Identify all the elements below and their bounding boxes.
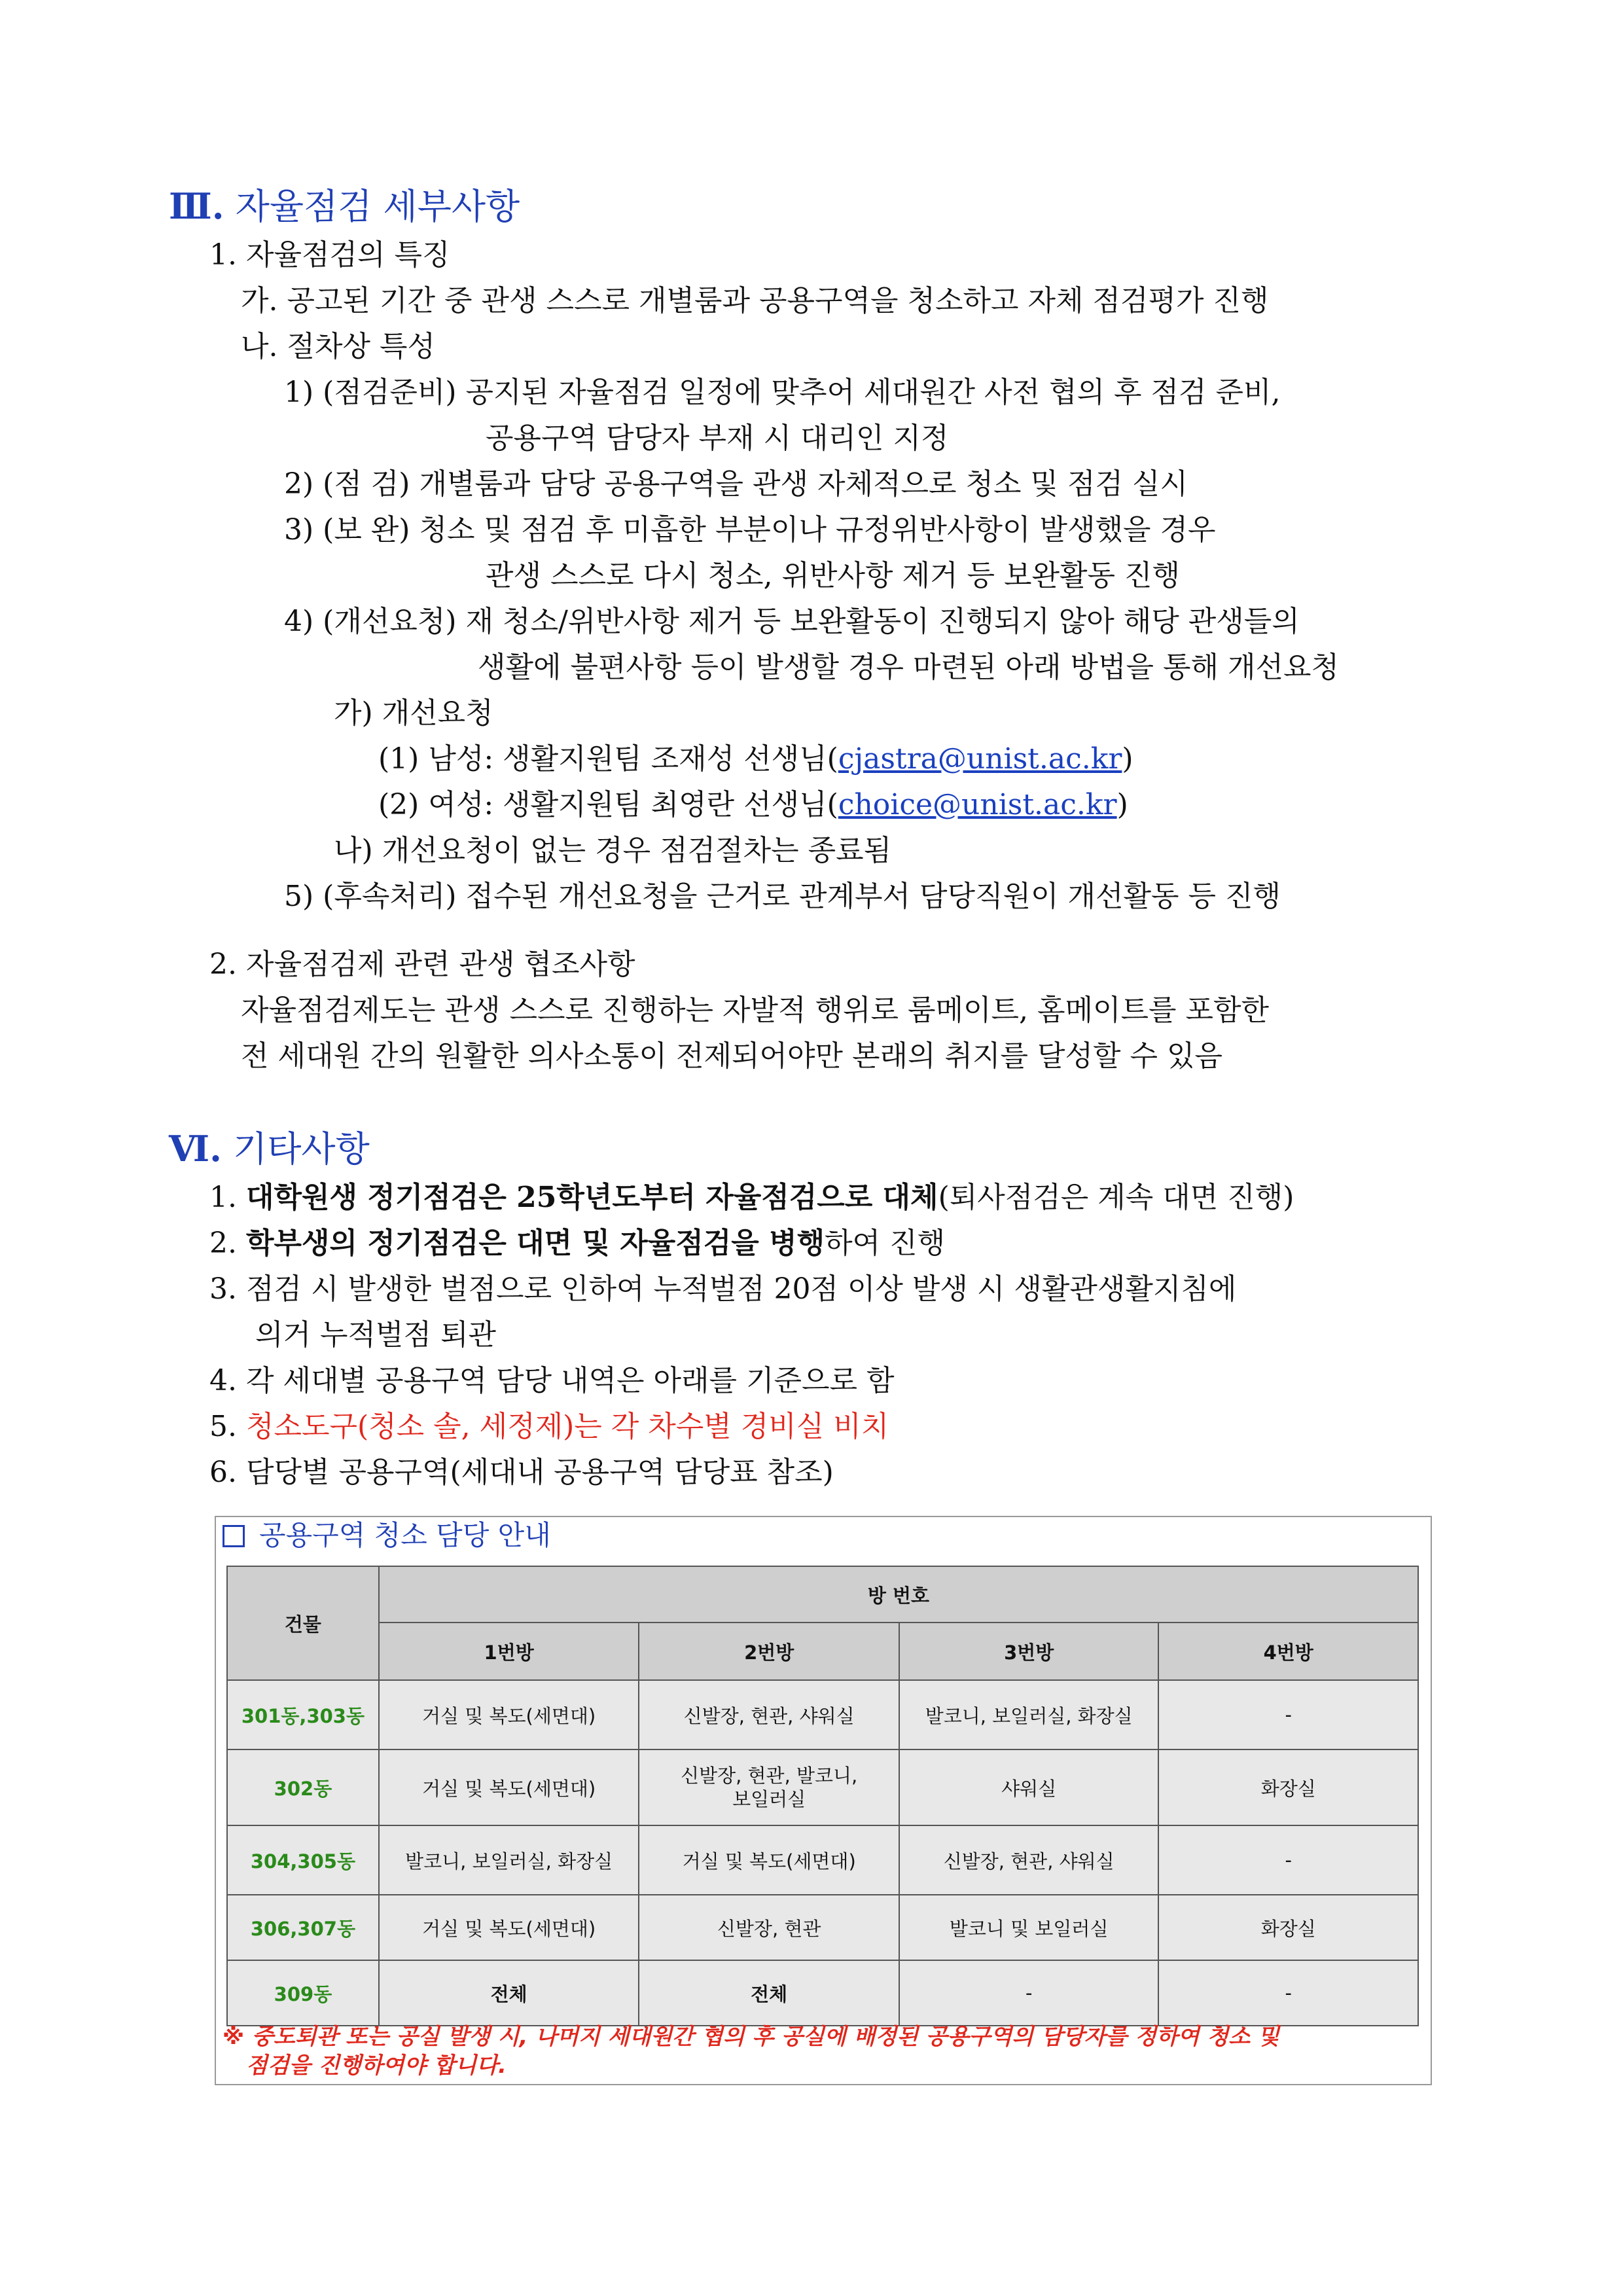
- num: 1.: [209, 1181, 246, 1214]
- cleaning-duty-table: [226, 1566, 1419, 2026]
- duty-cell: 거실 및 복도(세면대): [379, 1895, 639, 1960]
- step-4-na: 나) 개선요청이 없는 경우 점검절차는 종료됨: [334, 834, 892, 867]
- etc-item-5: [209, 1408, 889, 1445]
- red-text: 청소도구(청소 솔, 세정제)는 각 차수별 경비실 비치: [245, 1410, 889, 1443]
- contact-male-label: (1) 남성: 생활지원팀 조재성 선생님(: [378, 742, 838, 776]
- section-number: Ⅵ.: [169, 1128, 222, 1170]
- emphasis: 대학원생 정기점검은 25학년도부터 자율점검으로 대체: [245, 1181, 938, 1214]
- step-3-line-1: 3) (보 완) 청소 및 점검 후 미흡한 부분이나 규정위반사항이 발생했을 경우: [284, 513, 1216, 547]
- note-line-2: 점검을 진행하여야 합니다.: [246, 2053, 507, 2079]
- step-4-ga: 가) 개선요청: [334, 696, 493, 730]
- num: 2.: [209, 1227, 246, 1260]
- building-cell: 301동,303동: [227, 1680, 379, 1749]
- email-link-male[interactable]: cjastra@unist.ac.kr: [838, 742, 1122, 776]
- header-building: 건물: [227, 1566, 379, 1680]
- duty-cell: 거실 및 복도(세면대): [379, 1680, 639, 1749]
- duty-cell: -: [1158, 1960, 1418, 2026]
- duty-cell: -: [1158, 1680, 1418, 1749]
- duty-cell: 거실 및 복도(세면대): [379, 1749, 639, 1825]
- table-row: [227, 1960, 1418, 2026]
- header-room-3: 3번방: [899, 1623, 1159, 1680]
- paren: ): [1116, 788, 1128, 821]
- duty-cell: 샤워실: [899, 1749, 1159, 1825]
- duty-cell: -: [1158, 1825, 1418, 1895]
- building-cell: 309동: [227, 1960, 379, 2026]
- section-heading-3: [169, 183, 520, 230]
- section-title: 자율점검 세부사항: [235, 186, 520, 227]
- header-room-1: 1번방: [379, 1623, 639, 1680]
- duty-cell: 거실 및 복도(세면대): [639, 1825, 899, 1895]
- item-1-na: 나. 절차상 특성: [241, 330, 435, 363]
- step-4-line-1: 4) (개선요청) 재 청소/위반사항 제거 등 보완활동이 진행되지 않아 해당 관생들의: [284, 605, 1300, 638]
- etc-item-2: [209, 1225, 945, 1262]
- item-2: 2. 자율점검제 관련 관생 협조사항: [209, 948, 635, 981]
- duty-cell: 발코니, 보일러실, 화장실: [379, 1825, 639, 1895]
- step-5: 5) (후속처리) 접수된 개선요청을 근거로 관계부서 담당직원이 개선활동 등 진행: [284, 880, 1281, 913]
- section-title: 기타사항: [233, 1128, 370, 1170]
- duty-cell: 신발장, 현관, 샤워실: [639, 1680, 899, 1749]
- duty-cell: 신발장, 현관, 발코니, 보일러실: [639, 1749, 899, 1825]
- duty-cell: 전체: [379, 1960, 639, 2026]
- section-number: Ⅲ.: [169, 185, 224, 227]
- header-room-number: 방 번호: [379, 1566, 1418, 1623]
- note-line-1: ※ 중도퇴관 또는 공실 발생 시, 나머지 세대원간 협의 후 공실에 배정된 공용구역의 담당자를 정하여 청소 및: [223, 2024, 1279, 2050]
- duty-cell: 화장실: [1158, 1895, 1418, 1960]
- building-cell: 306,307동: [227, 1895, 379, 1960]
- step-2: 2) (점 검) 개별룸과 담당 공용구역을 관생 자체적으로 청소 및 점검 실시: [284, 467, 1188, 501]
- section-heading-6: [169, 1126, 370, 1172]
- item-1-ga: 가. 공고된 기간 중 관생 스스로 개별룸과 공용구역을 청소하고 자체 점검평가 진행: [241, 284, 1269, 317]
- table-row: [227, 1680, 1418, 1749]
- duty-cell: 신발장, 현관, 샤워실: [899, 1825, 1159, 1895]
- duty-cell: 전체: [639, 1960, 899, 2026]
- table-row: [227, 1825, 1418, 1895]
- duty-cell: 발코니, 보일러실, 화장실: [899, 1680, 1159, 1749]
- rest: 하여 진행: [825, 1227, 946, 1260]
- duty-cell: 화장실: [1158, 1749, 1418, 1825]
- emphasis: 학부생의 정기점검은 대면 및 자율점검을 병행: [245, 1227, 825, 1260]
- step-1-line-1: 1) (점검준비) 공지된 자율점검 일정에 맞추어 세대원간 사전 협의 후 점검 준비,: [284, 376, 1281, 409]
- box-title-text: 공용구역 청소 담당 안내: [259, 1519, 551, 1551]
- item-1: 1. 자율점검의 특징: [209, 238, 450, 272]
- num: 5.: [209, 1410, 246, 1443]
- duty-cell: 신발장, 현관: [639, 1895, 899, 1960]
- building-cell: 304,305동: [227, 1825, 379, 1895]
- item-2-line-1: 자율점검제도는 관생 스스로 진행하는 자발적 행위로 룸메이트, 홈메이트를 포함한: [241, 994, 1270, 1027]
- header-room-2: 2번방: [639, 1623, 899, 1680]
- building-cell: 302동: [227, 1749, 379, 1825]
- rest: (퇴사점검은 계속 대면 진행): [938, 1181, 1294, 1214]
- header-room-4: 4번방: [1158, 1623, 1418, 1680]
- step-4-line-2: 생활에 불편사항 등이 발생할 경우 마련된 아래 방법을 통해 개선요청: [478, 651, 1339, 684]
- box-title: [223, 1517, 551, 1554]
- duty-cell: 발코니 및 보일러실: [899, 1895, 1159, 1960]
- item-2-line-2: 전 세대원 간의 원활한 의사소통이 전제되어야만 본래의 취지를 달성할 수 있음: [241, 1039, 1222, 1073]
- etc-item-6: 6. 담당별 공용구역(세대내 공용구역 담당표 참조): [209, 1456, 834, 1489]
- paren: ): [1122, 742, 1133, 776]
- etc-item-3-line-1: 3. 점검 시 발생한 벌점으로 인하여 누적벌점 20점 이상 발생 시 생활관생활지침에: [209, 1272, 1237, 1306]
- table-row: [227, 1895, 1418, 1960]
- etc-item-1: [209, 1179, 1294, 1216]
- contact-male: [378, 741, 1133, 778]
- contact-female-label: (2) 여성: 생활지원팀 최영란 선생님(: [378, 788, 838, 821]
- table-row: [227, 1749, 1418, 1825]
- checkbox-icon: [223, 1525, 245, 1547]
- etc-item-4: 4. 각 세대별 공용구역 담당 내역은 아래를 기준으로 함: [209, 1364, 895, 1397]
- email-link-female[interactable]: choice@unist.ac.kr: [838, 788, 1117, 821]
- contact-female: [378, 787, 1128, 823]
- step-3-line-2: 관생 스스로 다시 청소, 위반사항 제거 등 보완활동 진행: [486, 559, 1180, 592]
- step-1-line-2: 공용구역 담당자 부재 시 대리인 지정: [486, 422, 949, 455]
- duty-cell: -: [899, 1960, 1159, 2026]
- etc-item-3-line-2: 의거 누적벌점 퇴관: [255, 1318, 497, 1352]
